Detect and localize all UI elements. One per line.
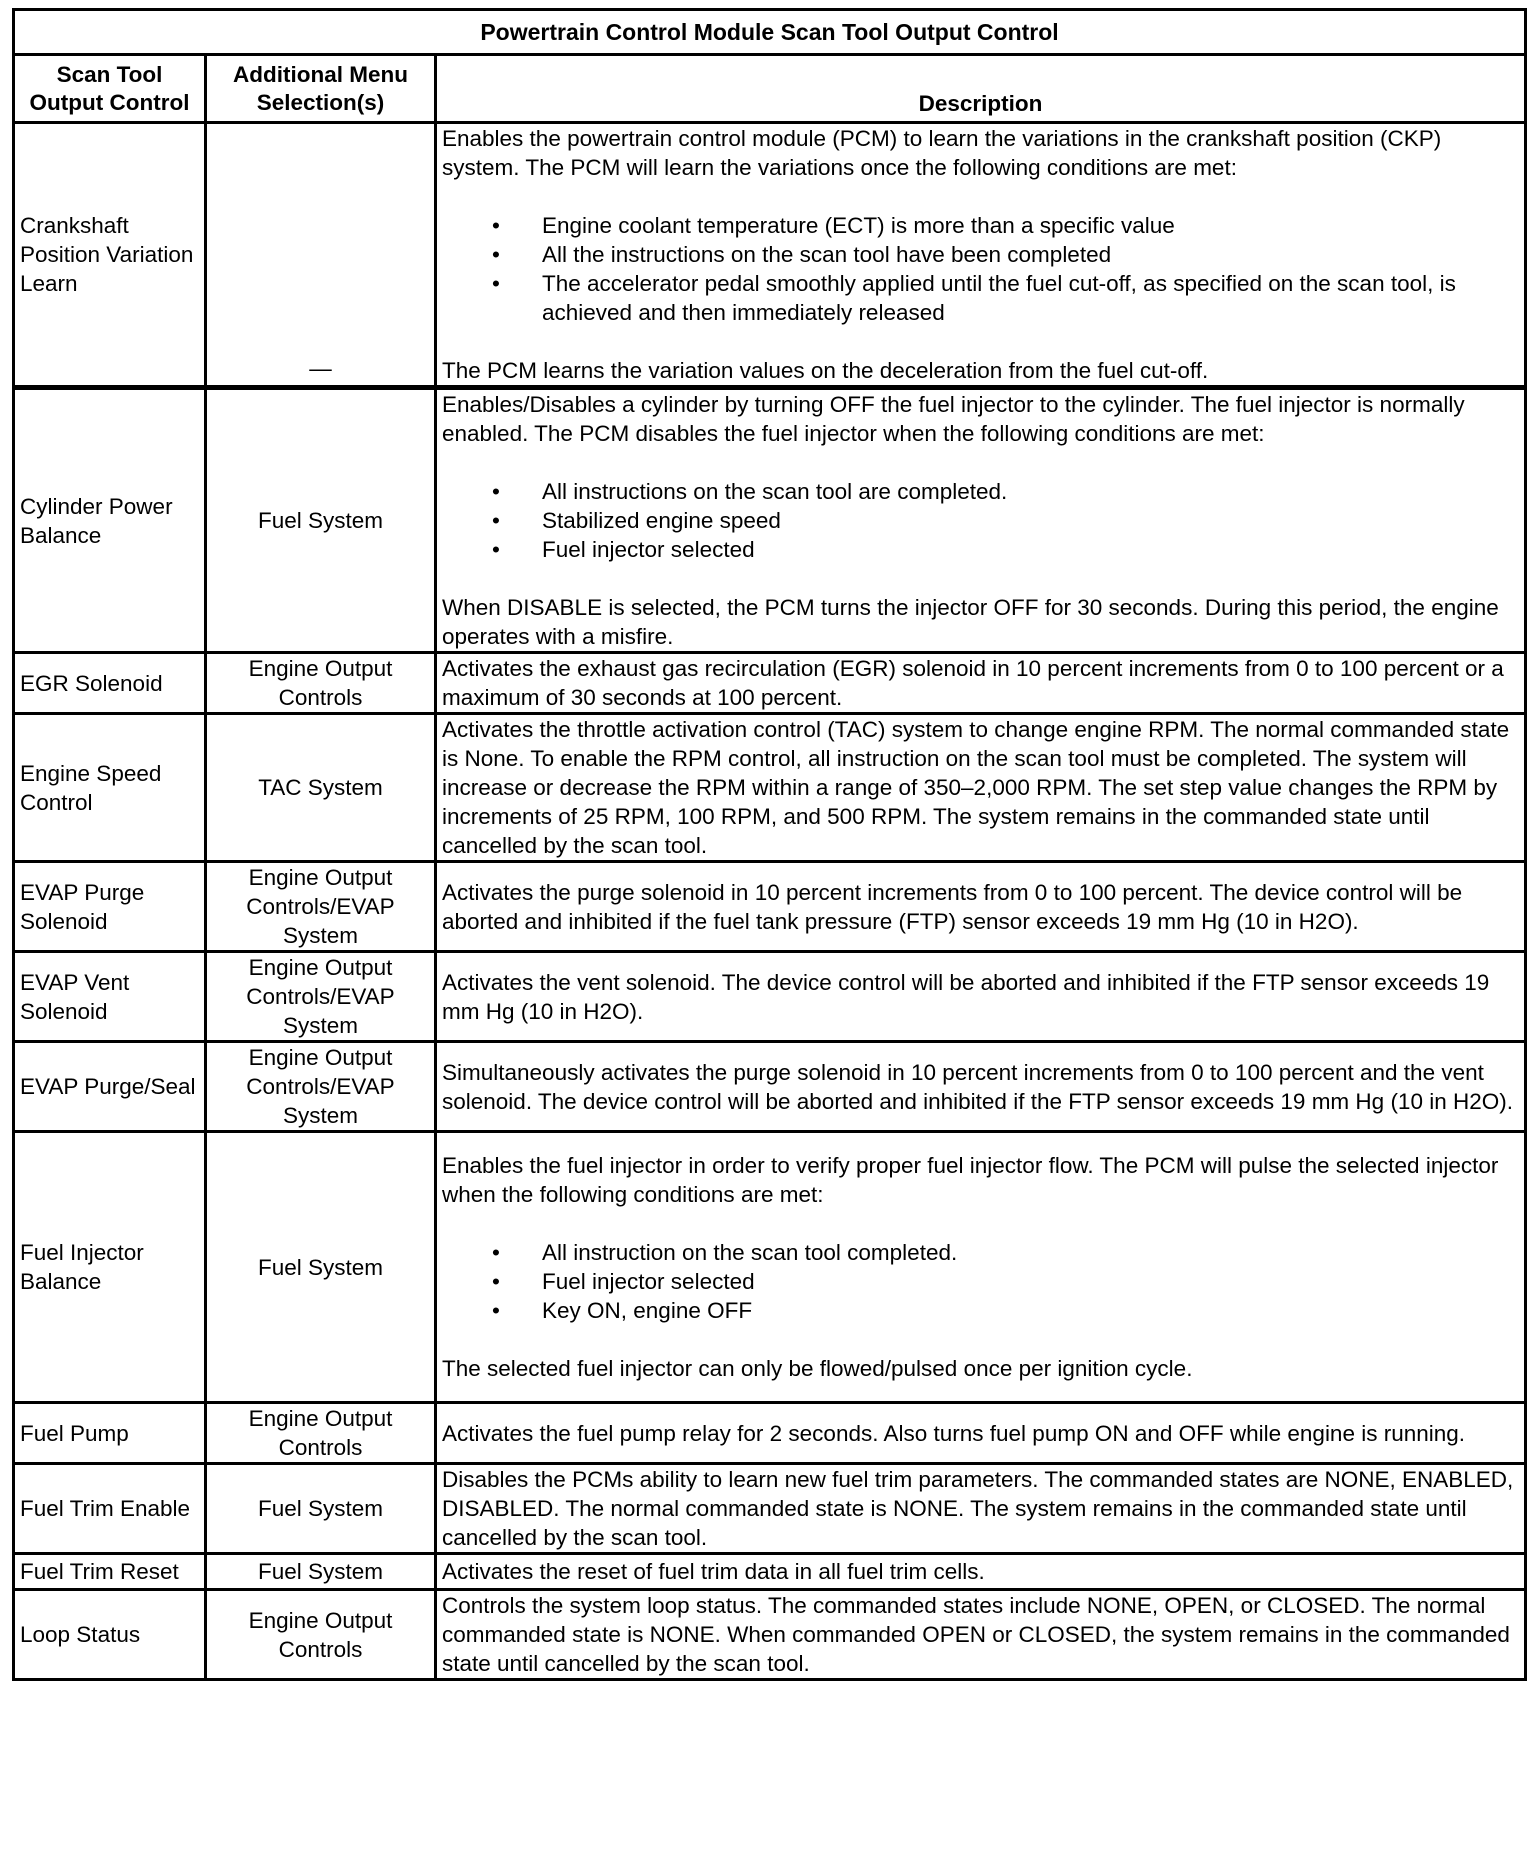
header-scan-tool-output-control: Scan Tool Output Control — [14, 55, 206, 123]
description-cell: Activates the purge solenoid in 10 percent increments from 0 to 100 percent. The device control will be aborted and inhibited if the fuel tank pressure (FTP) sensor exceeds 19 mm Hg (10 in H2O). — [436, 862, 1526, 952]
conditions-list — [442, 477, 1519, 564]
list-item: • Fuel injector selected — [442, 1267, 1519, 1296]
list-item: • Engine coolant temperature (ECT) is more than a specific value — [442, 211, 1519, 240]
output-control-table — [12, 8, 1527, 1681]
table-row — [14, 1554, 1526, 1590]
description-cell: Activates the reset of fuel trim data in all fuel trim cells. — [436, 1554, 1526, 1590]
menu-selection-cell: — — [206, 123, 436, 388]
list-item: • All instruction on the scan tool completed. — [442, 1238, 1519, 1267]
output-control-cell: Fuel Trim Reset — [14, 1554, 206, 1590]
document-page — [12, 8, 1524, 1681]
description-intro: Enables/Disables a cylinder by turning OFF the fuel injector to the cylinder. The fuel injector is normally enabled. The PCM disables the fuel injector when the following conditions are met: — [442, 392, 1465, 446]
menu-selection-cell: Fuel System — [206, 1554, 436, 1590]
conditions-list — [442, 1238, 1519, 1325]
description-outro: The selected fuel injector can only be flowed/pulsed once per ignition cycle. — [442, 1356, 1193, 1381]
list-item: • Fuel injector selected — [442, 535, 1519, 564]
description-intro: Enables the powertrain control module (PCM) to learn the variations in the crankshaft position (CKP) system. The PCM will learn the variations once the following conditions are met: — [442, 126, 1442, 180]
table-row — [14, 1464, 1526, 1554]
output-control-cell: EVAP Purge/Seal — [14, 1042, 206, 1132]
header-description: Description — [436, 55, 1526, 123]
output-control-cell: Engine Speed Control — [14, 714, 206, 862]
output-control-cell: Cylinder Power Balance — [14, 388, 206, 653]
menu-selection-cell: Engine Output Controls/EVAP System — [206, 862, 436, 952]
description-outro: The PCM learns the variation values on the deceleration from the fuel cut-off. — [442, 358, 1209, 383]
description-cell — [436, 1132, 1526, 1403]
menu-selection-cell: Engine Output Controls — [206, 1590, 436, 1680]
list-item: • The accelerator pedal smoothly applied until the fuel cut-off, as specified on the scan tool, is achieved and then immediately released — [442, 269, 1519, 327]
table-row — [14, 714, 1526, 862]
description-intro: Enables the fuel injector in order to verify proper fuel injector flow. The PCM will pulse the selected injector when the following conditions are met: — [442, 1153, 1499, 1207]
description-cell — [436, 388, 1526, 653]
table-row — [14, 1403, 1526, 1464]
header-row — [14, 55, 1526, 123]
table-row — [14, 1132, 1526, 1403]
description-cell: Activates the throttle activation control (TAC) system to change engine RPM. The normal commanded state is None. To enable the RPM control, all instruction on the scan tool must be completed. The system will increase or decrease the RPM within a range of 350–2,000 RPM. The set step value changes the RPM by increments of 25 RPM, 100 RPM, and 500 RPM. The system remains in the commanded state until cancelled by the scan tool. — [436, 714, 1526, 862]
output-control-cell: EVAP Vent Solenoid — [14, 952, 206, 1042]
header-additional-menu-selections: Additional Menu Selection(s) — [206, 55, 436, 123]
table-row — [14, 388, 1526, 653]
output-control-cell: Crankshaft Position Variation Learn — [14, 123, 206, 388]
description-cell: Activates the fuel pump relay for 2 seconds. Also turns fuel pump ON and OFF while engine is running. — [436, 1403, 1526, 1464]
description-outro: When DISABLE is selected, the PCM turns the injector OFF for 30 seconds. During this period, the engine operates with a misfire. — [442, 595, 1499, 649]
conditions-list — [442, 211, 1519, 327]
output-control-cell: EVAP Purge Solenoid — [14, 862, 206, 952]
output-control-cell: Fuel Trim Enable — [14, 1464, 206, 1554]
table-row — [14, 952, 1526, 1042]
table-row — [14, 1590, 1526, 1680]
menu-selection-cell: Fuel System — [206, 1464, 436, 1554]
table-row — [14, 653, 1526, 714]
menu-selection-cell: Engine Output Controls/EVAP System — [206, 1042, 436, 1132]
list-item: • Key ON, engine OFF — [442, 1296, 1519, 1325]
description-cell — [436, 123, 1526, 388]
menu-selection-cell: Fuel System — [206, 388, 436, 653]
table-title-row — [14, 10, 1526, 55]
description-cell: Simultaneously activates the purge solenoid in 10 percent increments from 0 to 100 percent and the vent solenoid. The device control will be aborted and inhibited if the FTP sensor exceeds 19 mm Hg (10 in H2O). — [436, 1042, 1526, 1132]
menu-selection-cell: Engine Output Controls/EVAP System — [206, 952, 436, 1042]
table-row — [14, 862, 1526, 952]
output-control-cell: Fuel Pump — [14, 1403, 206, 1464]
output-control-cell: Loop Status — [14, 1590, 206, 1680]
description-cell: Disables the PCMs ability to learn new fuel trim parameters. The commanded states are NONE, ENABLED, DISABLED. The normal commanded state is NONE. The system remains in the commanded state until cancelled by the scan tool. — [436, 1464, 1526, 1554]
table-row — [14, 123, 1526, 388]
menu-selection-cell: Fuel System — [206, 1132, 436, 1403]
output-control-cell: EGR Solenoid — [14, 653, 206, 714]
list-item: • Stabilized engine speed — [442, 506, 1519, 535]
table-row — [14, 1042, 1526, 1132]
output-control-cell: Fuel Injector Balance — [14, 1132, 206, 1403]
menu-selection-cell: Engine Output Controls — [206, 1403, 436, 1464]
menu-selection-cell: Engine Output Controls — [206, 653, 436, 714]
description-cell: Activates the exhaust gas recirculation (EGR) solenoid in 10 percent increments from 0 to 100 percent or a maximum of 30 seconds at 100 percent. — [436, 653, 1526, 714]
menu-selection-cell: TAC System — [206, 714, 436, 862]
description-cell: Activates the vent solenoid. The device control will be aborted and inhibited if the FTP sensor exceeds 19 mm Hg (10 in H2O). — [436, 952, 1526, 1042]
table-body — [14, 123, 1526, 1680]
list-item: • All the instructions on the scan tool have been completed — [442, 240, 1519, 269]
description-cell: Controls the system loop status. The commanded states include NONE, OPEN, or CLOSED. The normal commanded state is NONE. When commanded OPEN or CLOSED, the system remains in the commanded state until cancelled by the scan tool. — [436, 1590, 1526, 1680]
table-title: Powertrain Control Module Scan Tool Output Control — [14, 10, 1526, 55]
list-item: • All instructions on the scan tool are completed. — [442, 477, 1519, 506]
